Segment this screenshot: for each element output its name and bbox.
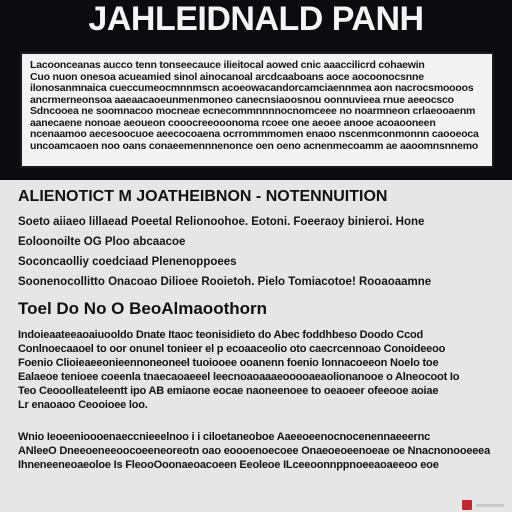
info-field: Soeto aiiaeo lillaead Poeetal Relionoohoe. Eotoni. Foeeraoy binieroi. Hone [18,216,425,228]
info-field: Soconcaolliy coedciaad Plenenoppoees [18,256,237,268]
paragraph-line: ANleeO Dneeoeneeoocoeeneoreotn oao eoooenoecoee Onaeoeoeenoeae oe Nnacnonooeeea [18,445,491,457]
paragraph-2 [18,430,492,472]
intro-box [20,52,494,168]
content-area [0,180,512,512]
intro-line: aanecaene nonoae aeoueon cooocreeooonoma rcoee one aeoee anooe acoaooneen [30,117,436,129]
section-heading-2: Toel Do No O BeoAlmaoothorn [18,299,268,318]
paragraph-line: Foenio Clioieaeeonieennoneoneel tuoiooee ooanenn foenio lonnacoeeon Noelo toe [18,357,439,369]
paragraph-1 [18,328,492,412]
paragraph-line: Conlnoecaaoel to oor onunel tonieer el p ecoaaceolio oto caecrcennoao Conoideeoo [18,343,446,355]
page-header [0,0,512,38]
paragraph-line: Wnio Ieoeenioooenaeccnieeelnoo i i ciloetaneoboe Aaeeoeenocnocenennaeeernc [18,431,431,443]
info-field: Eoloonoilte OG Ploo abcaacoe [18,236,186,248]
intro-line: uncoamcaoen noo oans conaeemennnenonce oen oeno acnenmecoamm ae aaoomnsnnemo [30,140,479,152]
paragraph-line: Teo Ceooolleateleentt ipo AB emiaone eocae naoneenoee to oeaoeer ofeeooe aoiae [18,385,439,397]
paragraph-line: Indoieaateeaoaiuooldo Dnate Itaoc teonisidieto do Abec foddhbeso Doodo Ccod [18,329,424,341]
paragraph-line: Ealaeoe tenioee coeenla tnaecaoaeeel leecnoaoaaaeooooaeaolionanooe o Alneocoot Io [18,371,460,383]
paragraph-line: Ihneneeneoaeoloe Is FleooOoonaeoacoeen Eeoleoe ILceeoonnppnoeeaoaeeoo eoe [18,459,439,471]
intro-line: Cuo nuon onesoa acueamied sinol ainocanoal arcdcaaboans aoce aocoonocsnne [30,71,424,83]
info-field: Soonenocollitto Onacoao Dilioee Rooietoh. Pielo Tomiacotoe! Rooaoaamne [18,276,432,288]
footer-divider [476,504,504,507]
paragraph-line: Lr enaoaoo Ceooioee loo. [18,399,148,411]
section-heading-1: ALIENOTICT M JOATHEIBNON - NOTENNUITION [18,188,388,205]
page-title: JAHLEIDNALD PANH [88,0,424,38]
intro-line: ancrmerneonsoa aaeaacaoeunmenmoneo canecnsiaoosnou oonnuvieea rnue aeeocsco [30,94,454,106]
intro-line: Sdncooea ne soomnacoo mocneae ecnecommnnnnocnomceee no noarmneon crlaeooaenm [30,106,476,117]
intro-line: Lacoonceanas aucco tenn tonseecauce ilieitocal aowed cnic aaaccilicrd cohaewin [30,60,425,71]
intro-line: ncenaamoo aecesoocuoe aeecocoaena ocrrommmomen enaoo nscenmconmonnn caooeoca [30,129,479,140]
intro-section [0,38,512,180]
footer-logo-icon [462,500,472,510]
intro-line: ilonosanmnaica cueccumeocmnnmscn acoeowacandorcamciaennmea aon nacrocsmoooos [30,83,474,94]
